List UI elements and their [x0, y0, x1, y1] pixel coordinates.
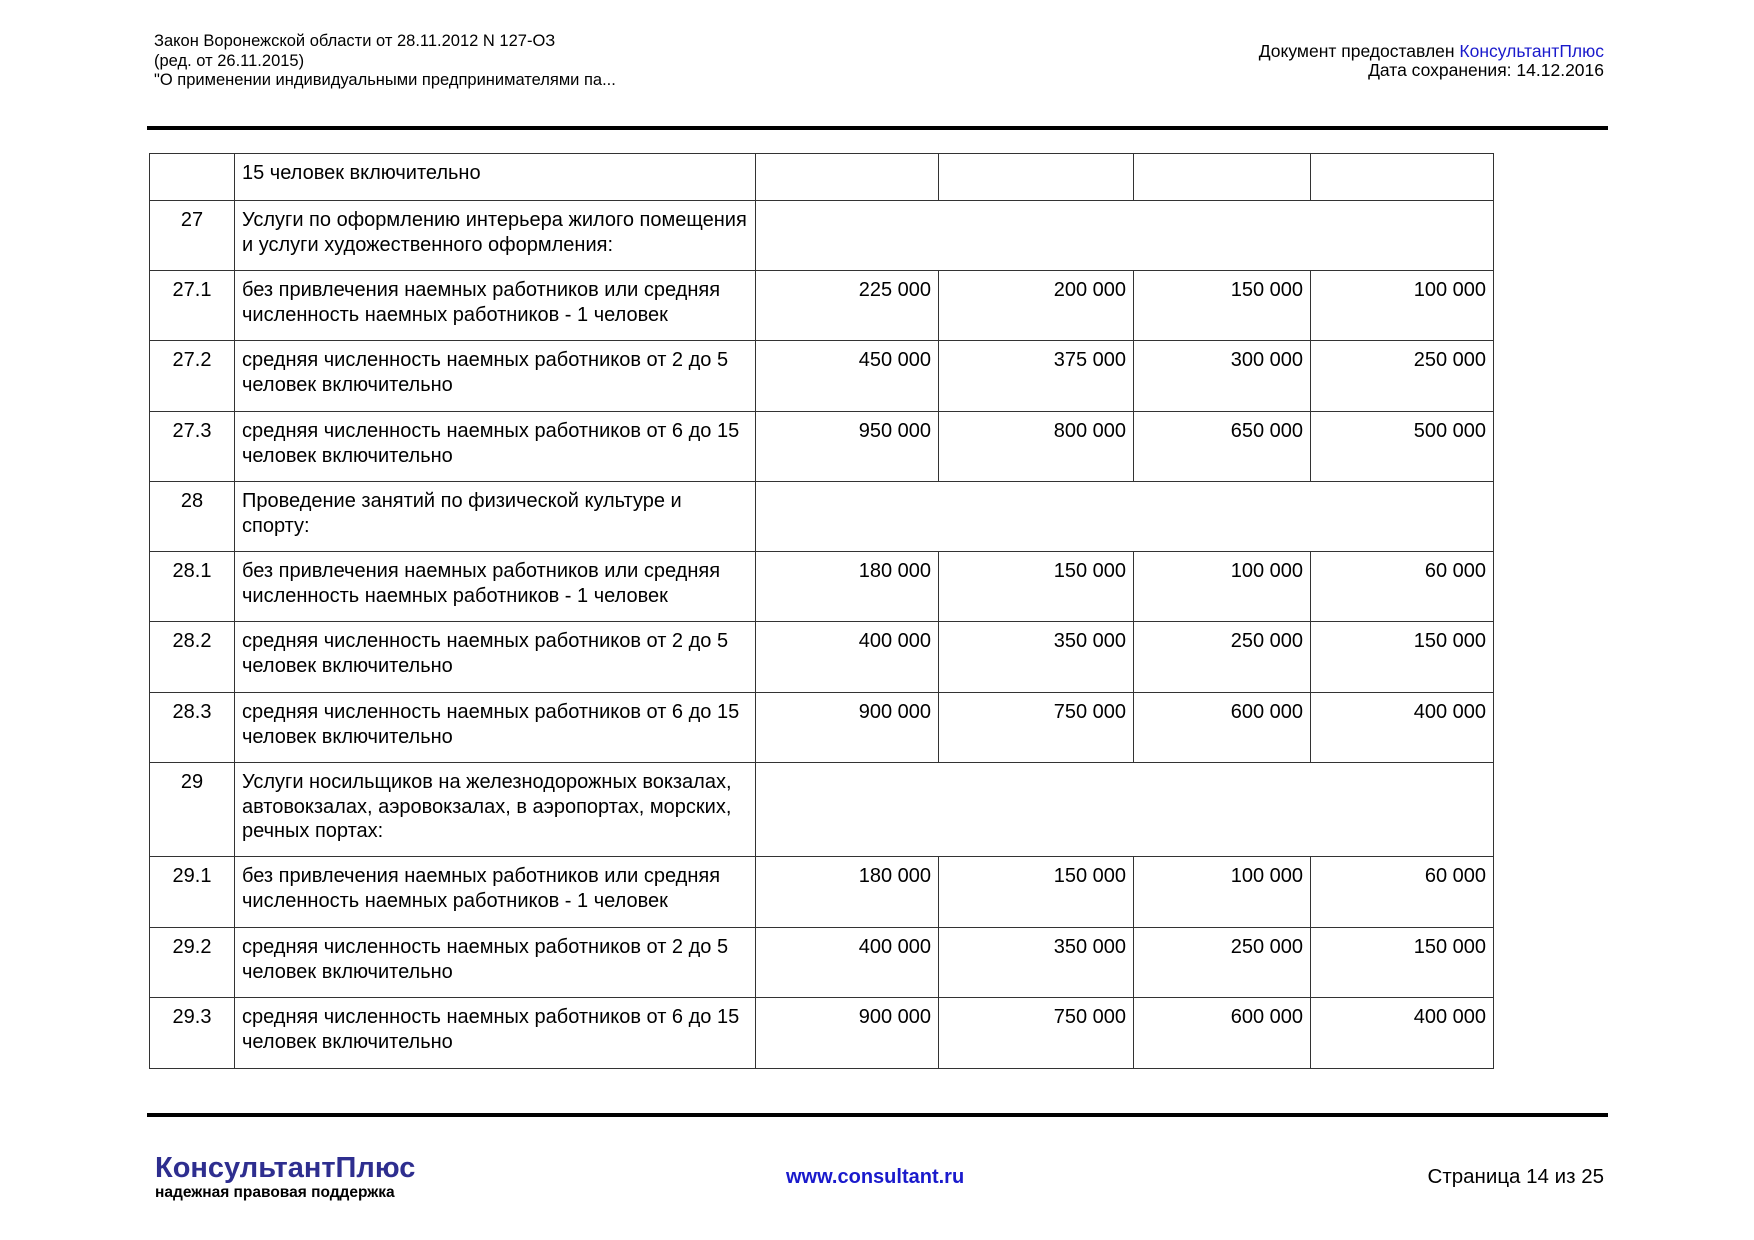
row-number: 28 — [150, 482, 235, 552]
table-row — [150, 928, 1494, 998]
value-cell: 250 000 — [1134, 928, 1311, 998]
value-cell: 250 000 — [1311, 341, 1494, 412]
value-cell: 350 000 — [939, 622, 1134, 693]
table-row — [150, 552, 1494, 622]
row-description: 15 человек включительно — [235, 154, 756, 201]
row-number: 28.1 — [150, 552, 235, 622]
row-description: Услуги по оформлению интерьера жилого помещения и услуги художественного оформления: — [235, 201, 756, 271]
value-cell: 800 000 — [939, 412, 1134, 482]
value-cell: 150 000 — [939, 552, 1134, 622]
consultant-logo — [155, 1152, 415, 1202]
table-row — [150, 154, 1494, 201]
value-cell — [1134, 154, 1311, 201]
row-number: 27.1 — [150, 271, 235, 341]
value-cell: 150 000 — [1134, 271, 1311, 341]
row-number: 27 — [150, 201, 235, 271]
value-cell: 750 000 — [939, 998, 1134, 1069]
provided-label: Документ предоставлен — [1258, 41, 1460, 61]
value-cell: 100 000 — [1134, 857, 1311, 928]
value-cell: 950 000 — [756, 412, 939, 482]
value-cell: 400 000 — [756, 928, 939, 998]
row-number: 29.1 — [150, 857, 235, 928]
value-cell: 400 000 — [1311, 998, 1494, 1069]
row-number: 27.3 — [150, 412, 235, 482]
row-description: средняя численность наемных работников от 2 до 5 человек включительно — [235, 622, 756, 693]
save-date: Дата сохранения: 14.12.2016 — [1368, 60, 1604, 80]
value-cell: 600 000 — [1134, 693, 1311, 763]
table-row — [150, 622, 1494, 693]
value-cell: 250 000 — [1134, 622, 1311, 693]
table-row — [150, 271, 1494, 341]
row-number — [150, 154, 235, 201]
value-cell: 650 000 — [1134, 412, 1311, 482]
header-divider — [147, 126, 1608, 130]
footer-divider — [147, 1113, 1608, 1117]
row-number: 29.2 — [150, 928, 235, 998]
title-line: "О применении индивидуальными предпринимателями па... — [154, 71, 616, 89]
logo-text: КонсультантПлюс — [155, 1152, 416, 1184]
value-cell: 750 000 — [939, 693, 1134, 763]
table-row — [150, 998, 1494, 1069]
row-number: 29.3 — [150, 998, 235, 1069]
document-title — [154, 32, 616, 91]
title-line: (ред. от 26.11.2015) — [154, 51, 305, 70]
row-description: без привлечения наемных работников или средняя численность наемных работников - 1 человек — [235, 271, 756, 341]
value-cell: 225 000 — [756, 271, 939, 341]
group-empty-cell — [756, 201, 1494, 271]
page-number: Страница 14 из 25 — [1427, 1165, 1604, 1188]
row-number: 29 — [150, 763, 235, 857]
provider-link[interactable]: КонсультантПлюс — [1459, 41, 1604, 61]
rates-table — [149, 153, 1494, 1069]
value-cell: 100 000 — [1311, 271, 1494, 341]
value-cell: 900 000 — [756, 693, 939, 763]
row-number: 28.3 — [150, 693, 235, 763]
value-cell: 900 000 — [756, 998, 939, 1069]
value-cell: 60 000 — [1311, 857, 1494, 928]
group-empty-cell — [756, 482, 1494, 552]
value-cell: 150 000 — [939, 857, 1134, 928]
value-cell: 300 000 — [1134, 341, 1311, 412]
value-cell: 150 000 — [1311, 928, 1494, 998]
document-provider — [1259, 42, 1604, 80]
row-description: Проведение занятий по физической культуре и спорту: — [235, 482, 756, 552]
website-link[interactable]: www.consultant.ru — [786, 1166, 965, 1188]
row-description: Услуги носильщиков на железнодорожных вокзалах, автовокзалах, аэровокзалах, в аэропортах, морских, речных портах: — [235, 763, 756, 857]
logo-tagline: надежная правовая поддержка — [155, 1184, 395, 1201]
table-row — [150, 763, 1494, 857]
row-number: 27.2 — [150, 341, 235, 412]
value-cell: 150 000 — [1311, 622, 1494, 693]
row-description: средняя численность наемных работников от 6 до 15 человек включительно — [235, 412, 756, 482]
table-row — [150, 341, 1494, 412]
group-empty-cell — [756, 763, 1494, 857]
table-row — [150, 412, 1494, 482]
value-cell: 400 000 — [1311, 693, 1494, 763]
row-description: средняя численность наемных работников от 6 до 15 человек включительно — [235, 998, 756, 1069]
title-line: Закон Воронежской области от 28.11.2012 N 127-ОЗ — [154, 32, 556, 50]
value-cell — [939, 154, 1134, 201]
table-row — [150, 857, 1494, 928]
row-description: без привлечения наемных работников или средняя численность наемных работников - 1 человек — [235, 857, 756, 928]
row-description: средняя численность наемных работников от 2 до 5 человек включительно — [235, 928, 756, 998]
table-row — [150, 693, 1494, 763]
row-description: средняя численность наемных работников от 2 до 5 человек включительно — [235, 341, 756, 412]
value-cell: 60 000 — [1311, 552, 1494, 622]
value-cell: 600 000 — [1134, 998, 1311, 1069]
value-cell: 400 000 — [756, 622, 939, 693]
value-cell: 375 000 — [939, 341, 1134, 412]
row-number: 28.2 — [150, 622, 235, 693]
value-cell — [1311, 154, 1494, 201]
table-row — [150, 201, 1494, 271]
value-cell — [756, 154, 939, 201]
value-cell: 500 000 — [1311, 412, 1494, 482]
value-cell: 100 000 — [1134, 552, 1311, 622]
value-cell: 450 000 — [756, 341, 939, 412]
value-cell: 200 000 — [939, 271, 1134, 341]
table-row — [150, 482, 1494, 552]
row-description: без привлечения наемных работников или средняя численность наемных работников - 1 человек — [235, 552, 756, 622]
value-cell: 180 000 — [756, 857, 939, 928]
value-cell: 180 000 — [756, 552, 939, 622]
row-description: средняя численность наемных работников от 6 до 15 человек включительно — [235, 693, 756, 763]
value-cell: 350 000 — [939, 928, 1134, 998]
